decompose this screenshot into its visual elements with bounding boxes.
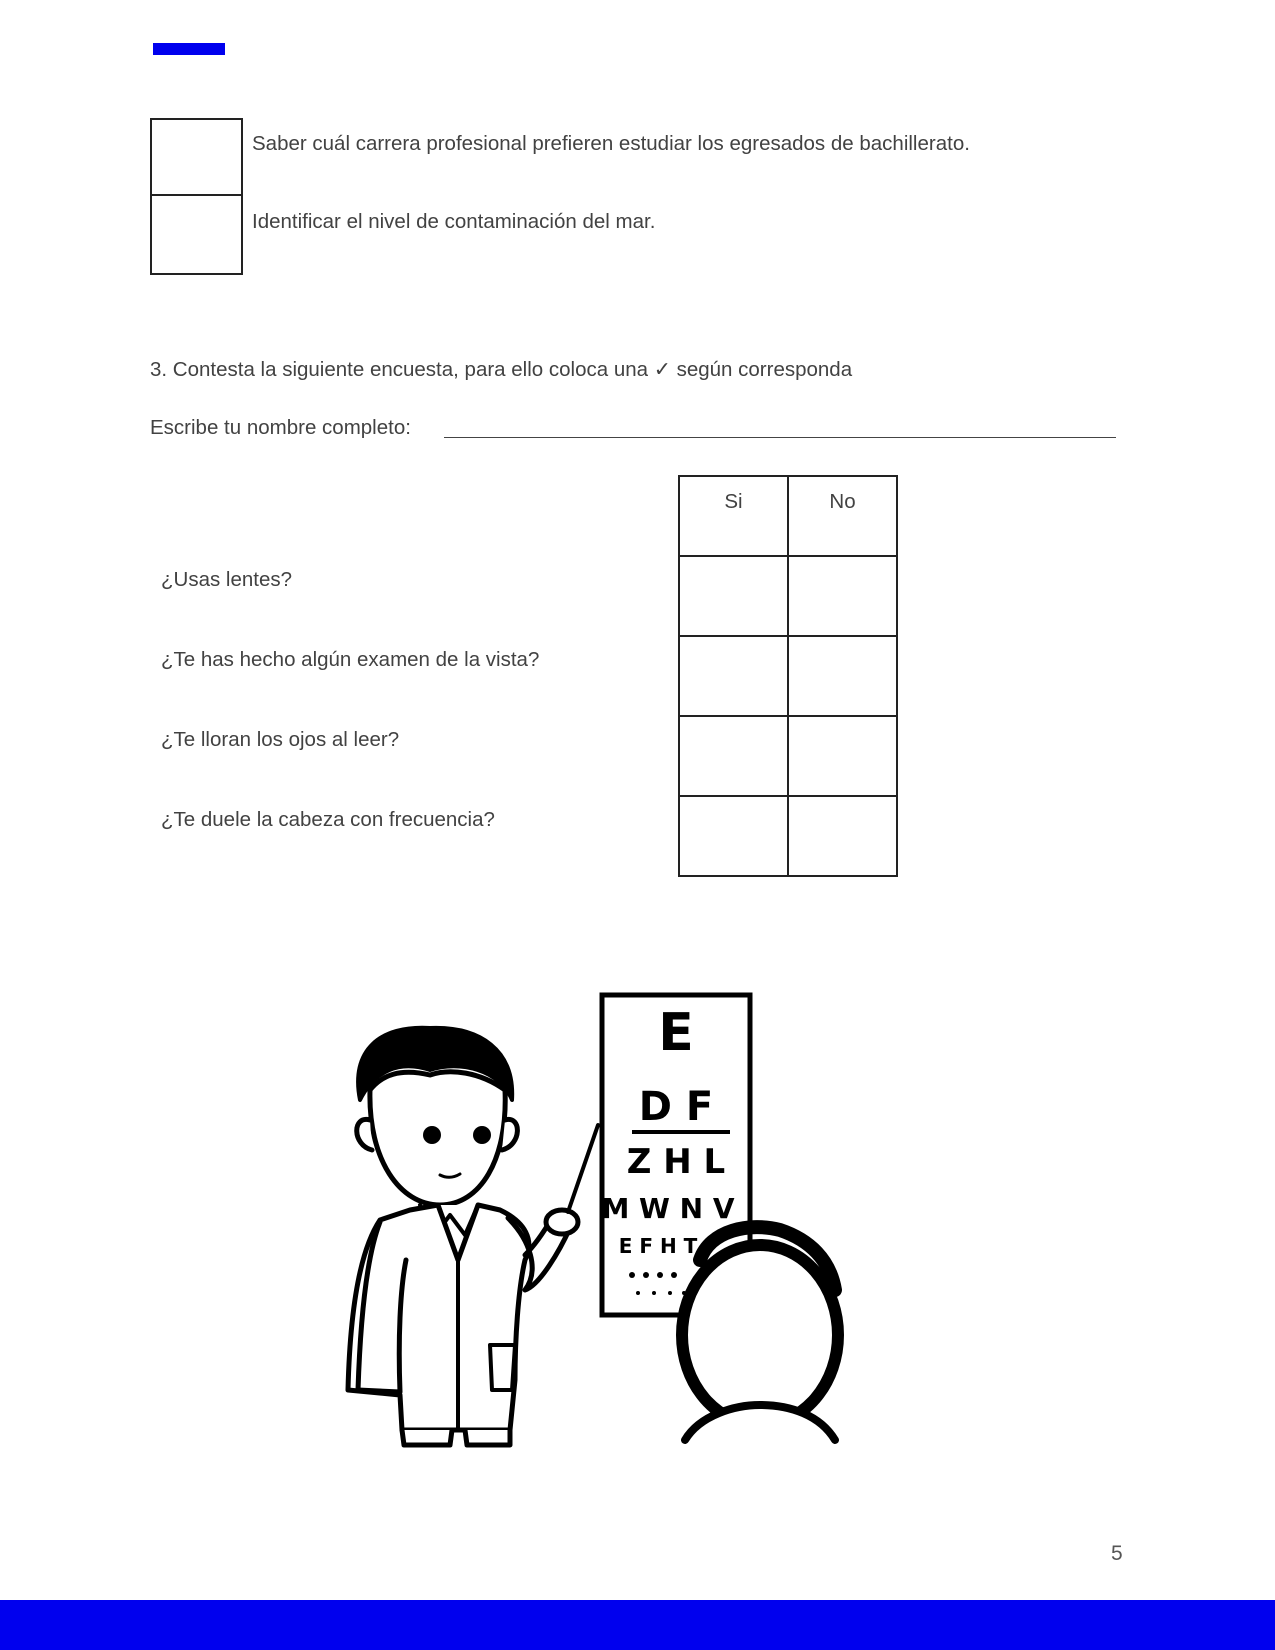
top-accent-bar [153,43,225,55]
name-label: Escribe tu nombre completo: [150,416,411,439]
survey-instruction: 3. Contesta la siguiente encuesta, para ello coloca una ✓ según corresponda [150,358,853,381]
survey-row [679,716,897,796]
answer-cell-si[interactable] [679,716,788,796]
survey-row [679,796,897,876]
page-number: 5 [1111,1542,1123,1565]
eye-chart-row: E F H T [618,1234,698,1258]
survey-grid [678,475,898,877]
eye-chart-row: Z H L [626,1142,726,1182]
option-checkbox[interactable] [150,118,243,199]
patient-figure [682,1227,838,1440]
eye-exam-illustration [340,960,880,1460]
survey-question: ¿Te duele la cabeza con frecuencia? [161,808,495,831]
doctor-figure [348,1028,598,1445]
option-label: Identificar el nivel de contaminación del mar. [252,210,656,233]
option-label: Saber cuál carrera profesional prefieren estudiar los egresados de bachillerato. [252,132,970,155]
name-field[interactable] [444,437,1116,438]
eye-chart-row: D F [638,1084,714,1130]
header-label: Si [724,490,743,513]
eye-chart-row: E [658,1003,694,1063]
survey-row [679,636,897,716]
header-cell-no [788,476,897,556]
survey-question: ¿Te has hecho algún examen de la vista? [161,648,540,671]
answer-cell-no[interactable] [788,636,897,716]
header-label: No [829,490,856,513]
answer-cell-no[interactable] [788,716,897,796]
answer-cell-si[interactable] [679,636,788,716]
footer-bar [0,1600,1275,1650]
survey-question: ¿Usas lentes? [161,568,293,591]
survey-question: ¿Te lloran los ojos al leer? [161,728,400,751]
survey-header-row [679,476,897,556]
answer-cell-no[interactable] [788,796,897,876]
eye-chart-row: M W N V [601,1192,735,1225]
survey-row [679,556,897,636]
answer-cell-si[interactable] [679,556,788,636]
answer-cell-no[interactable] [788,556,897,636]
header-cell-si [679,476,788,556]
option-checkbox[interactable] [150,194,243,275]
answer-cell-si[interactable] [679,796,788,876]
